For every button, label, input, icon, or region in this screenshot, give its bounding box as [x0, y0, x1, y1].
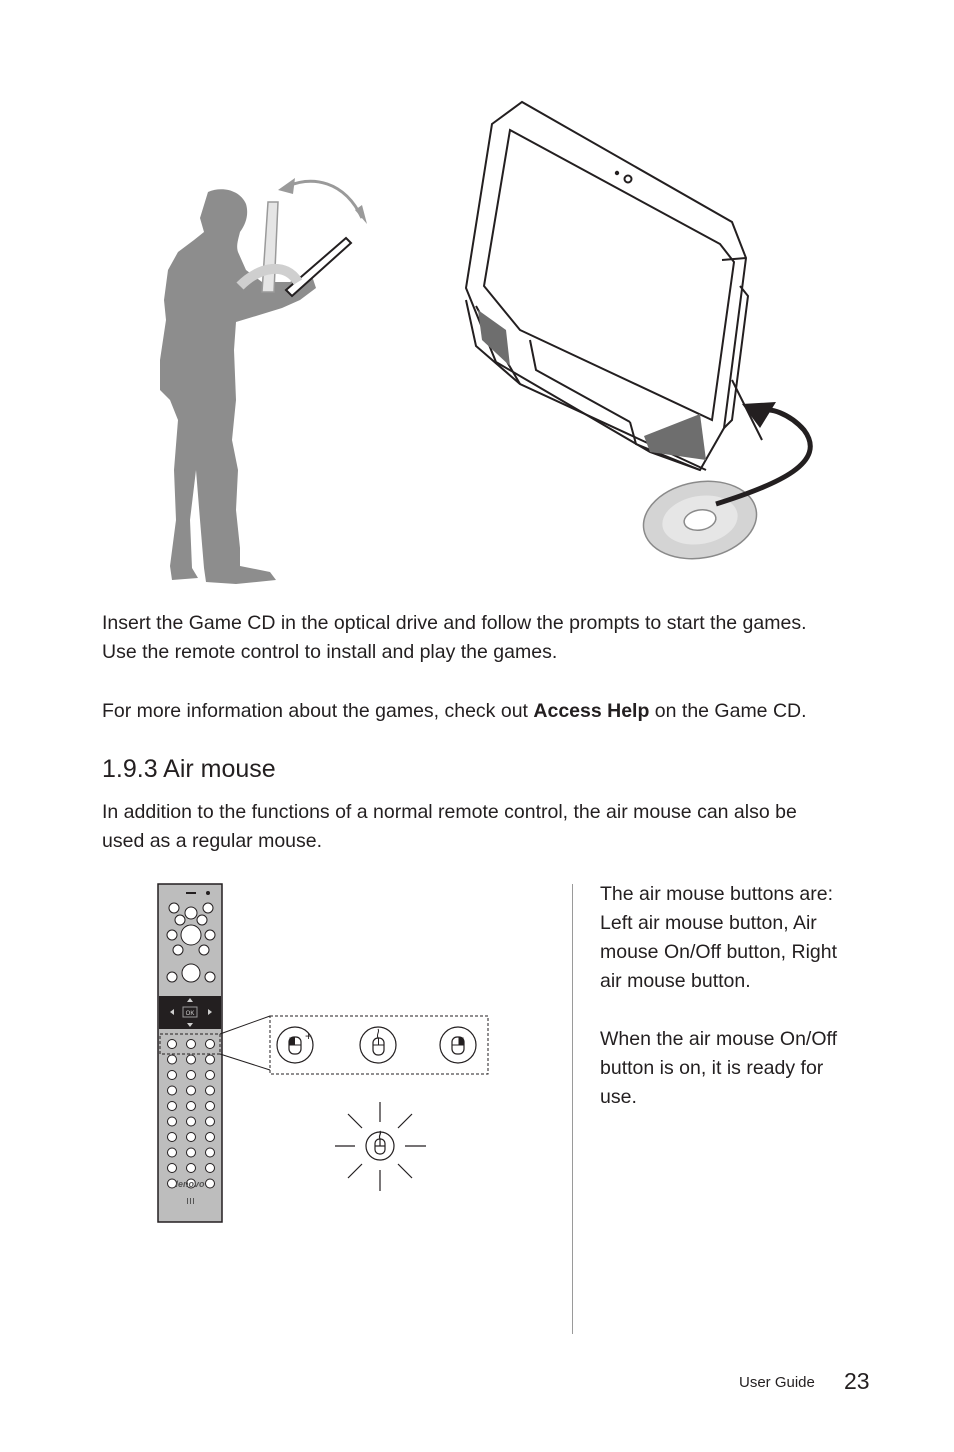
remote-button [168, 1040, 177, 1049]
mouse-active-icon [335, 1102, 426, 1191]
game-help-note [102, 697, 922, 726]
footer-label: User Guide [739, 1374, 815, 1391]
motion-arrow [288, 181, 362, 218]
desc-line: mouse On/Off button, Right [600, 941, 838, 963]
game-line-1: Insert the Game CD in the optical drive and follow the prompts to start the games. [102, 612, 807, 634]
remote-button [206, 1086, 215, 1095]
help-note-before: For more information about the games, check out [102, 700, 534, 722]
right-mouse-button-icon [440, 1027, 476, 1063]
game-illustration [0, 0, 954, 600]
remote-button [168, 1164, 177, 1173]
air-mouse-diagram [150, 880, 500, 1230]
remote-button [206, 1055, 215, 1064]
remote-ok-label: OK [185, 1011, 195, 1017]
remote-button [206, 1164, 215, 1173]
desc-line: When the air mouse On/Off [600, 1028, 837, 1050]
intro-line-2: used as a regular mouse. [102, 830, 323, 852]
held-remote [286, 238, 351, 296]
column-divider [572, 884, 573, 1334]
remote-button [187, 1102, 196, 1111]
desc-line: button is on, it is ready for [600, 1057, 824, 1079]
remote-button [187, 1086, 196, 1095]
remote-button [168, 1133, 177, 1142]
desc-line: use. [600, 1086, 637, 1108]
remote-button [206, 1102, 215, 1111]
air-mouse-description [600, 880, 890, 1112]
desc-line: Left air mouse button, Air [600, 912, 817, 934]
remote-button [187, 1133, 196, 1142]
desc-line: The air mouse buttons are: [600, 883, 834, 905]
person-silhouette [160, 189, 316, 584]
remote-button [206, 1148, 215, 1157]
section-intro [102, 798, 892, 856]
remote-button [168, 1102, 177, 1111]
remote-button [187, 1071, 196, 1080]
page-number: 23 [844, 1368, 870, 1394]
remote-button [187, 1164, 196, 1173]
mouse-on-off-icon [360, 1027, 396, 1063]
game-instructions [102, 609, 902, 667]
remote-button [206, 1117, 215, 1126]
section-heading: 1.9.3 Air mouse [102, 755, 276, 783]
game-line-2: Use the remote control to install and play the games. [102, 641, 558, 663]
desc-line: air mouse button. [600, 970, 751, 992]
all-in-one-pc [466, 102, 762, 470]
remote-button [168, 1117, 177, 1126]
motion-ghost [262, 202, 278, 292]
remote-button [206, 1071, 215, 1080]
access-help-label: Access Help [533, 700, 650, 722]
help-note-after: on the Game CD. [649, 700, 807, 722]
left-mouse-button-icon [277, 1027, 313, 1063]
remote-button [168, 1148, 177, 1157]
intro-line-1: In addition to the functions of a normal remote control, the air mouse can also be [102, 801, 797, 823]
remote-button [187, 1040, 196, 1049]
remote-button [187, 1117, 196, 1126]
remote-button [168, 1086, 177, 1095]
remote-button [206, 1040, 215, 1049]
svg-text:+: + [305, 1029, 313, 1043]
remote-button [187, 1055, 196, 1064]
remote-button [187, 1148, 196, 1157]
remote-button [206, 1133, 215, 1142]
remote-brand: lenovo [175, 1179, 205, 1189]
remote-button [168, 1071, 177, 1080]
remote-button [206, 1179, 215, 1188]
remote-button [168, 1055, 177, 1064]
cd-disc [637, 473, 762, 568]
remote-control [158, 884, 222, 1222]
